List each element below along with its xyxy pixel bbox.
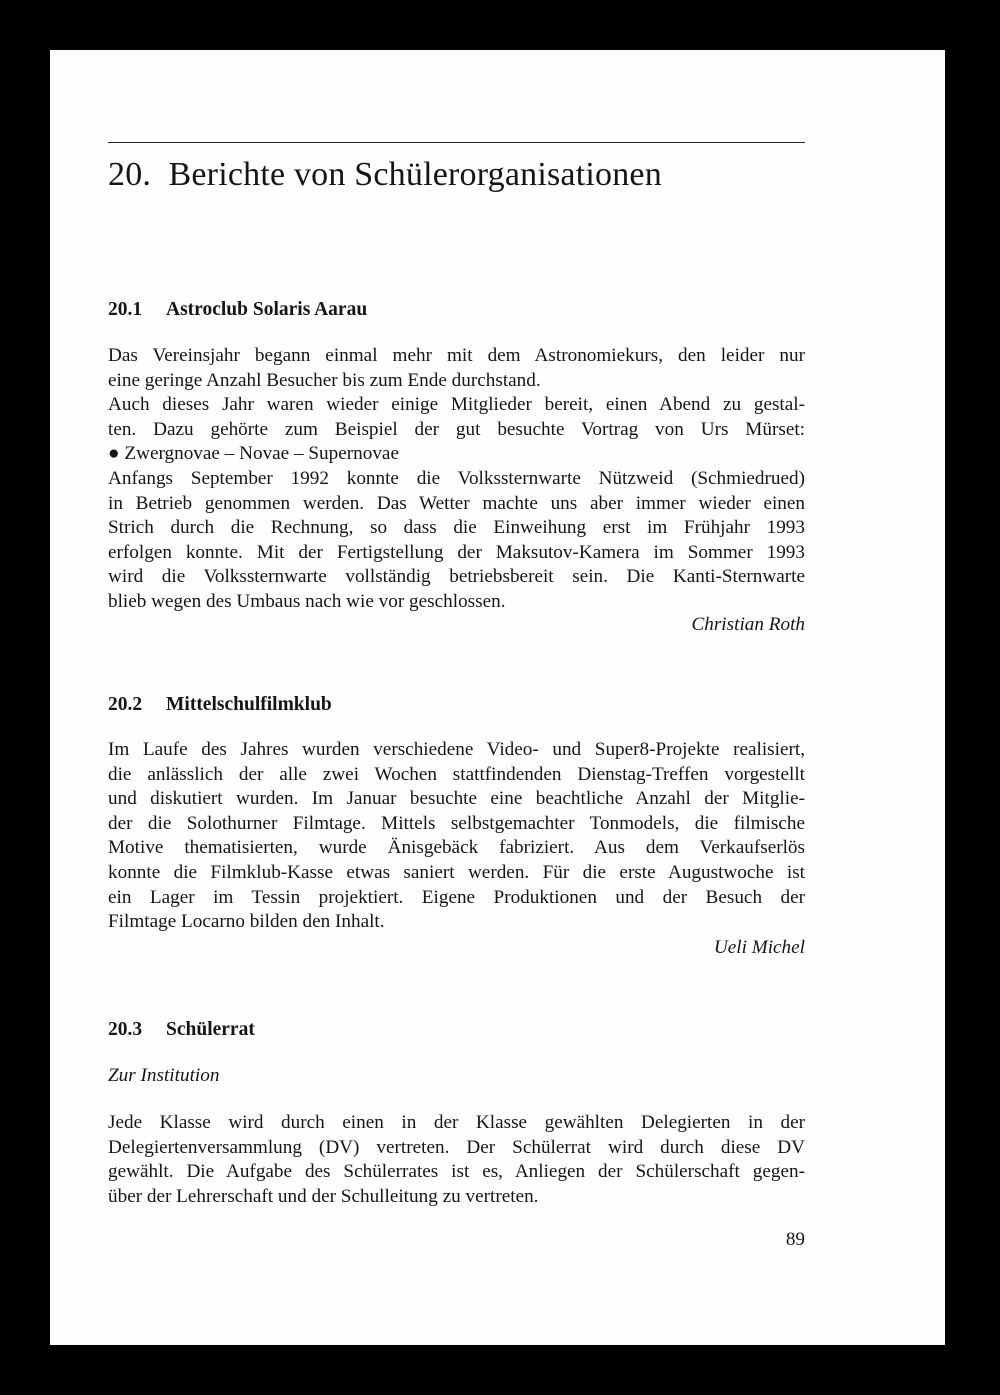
text-line: Filmtage Locarno bilden den Inhalt. [108,911,385,933]
section-number: 20.1 [108,299,143,320]
section-number: 20.2 [108,694,143,715]
page-number: 89 [785,1229,805,1250]
text-line: gewählt. Die Aufgabe des Schülerrates ist es, Anliegen der Schülerschaft gegen- [108,1161,805,1183]
text-line: Anfangs September 1992 konnte die Volkssternwarte Nützweid (Schmiedrued) [108,467,805,489]
section-title: Schülerrat [166,1019,255,1040]
text-line: blieb wegen des Umbaus nach wie vor geschlossen. [108,590,506,612]
chapter-title: Berichte von Schülerorganisationen [168,156,662,193]
text-line: in Betrieb genommen werden. Das Wetter machte uns aber immer wieder einen [108,492,805,514]
section-number: 20.3 [108,1019,143,1040]
subheading-institution: Zur Institution [108,1065,220,1086]
text-line: Auch dieses Jahr waren wieder einige Mitglieder bereit, einen Abend zu gestal- [108,394,805,416]
text-line: Im Laufe des Jahres wurden verschiedene Video- und Super8-Projekte realisiert, [108,739,805,760]
text-line: Strich durch die Rechnung, so dass die Einweihung erst im Frühjahr 1993 [108,517,805,539]
text-line: wird die Volkssternwarte vollständig betriebsbereit sein. Die Kanti-Sternwarte [108,566,805,588]
section-heading-astroclub [108,298,805,322]
section-heading-schuelerrat [108,1018,805,1042]
paragraph-astroclub [108,344,805,615]
text-line: über der Lehrerschaft und der Schulleitung zu vertreten. [108,1185,539,1207]
paragraph-filmklub [108,738,805,935]
chapter-number: 20. [108,156,152,193]
paragraph-schuelerrat [108,1111,805,1209]
chapter-heading [108,154,805,196]
chapter-rule [108,142,805,143]
section-title: Astroclub Solaris Aarau [166,299,368,320]
text-line: Motive thematisierten, wurde Änisgebäck fabriziert. Aus dem Verkaufserlös [108,837,805,859]
text-line: Jede Klasse wird durch einen in der Klasse gewählten Delegierten in der [108,1112,805,1133]
text-line: und diskutiert wurden. Im Januar besuchte eine beachtliche Anzahl der Mitglie- [108,788,805,810]
text-line: konnte die Filmklub-Kasse etwas saniert werden. Für die erste Augustwoche ist [108,861,805,883]
section-heading-filmklub [108,693,805,717]
text-line: ein Lager im Tessin projektiert. Eigene Produktionen und der Besuch der [108,886,805,908]
section-title: Mittelschulfilmklub [166,694,332,715]
text-line: ● Zwergnovae – Novae – Supernovae [108,443,399,465]
text-line: Das Vereinsjahr begann einmal mehr mit dem Astronomiekurs, den leider nur [108,345,805,366]
text-line: der die Solothurner Filmtage. Mittels selbstgemachter Tonmodels, die filmische [108,812,805,834]
book-page [50,50,945,1345]
author-signature: Ueli Michel [713,937,805,958]
author-signature: Christian Roth [691,614,805,635]
text-line: ten. Dazu gehörte zum Beispiel der gut besuchte Vortrag von Urs Mürset: [108,418,805,440]
text-line: erfolgen konnte. Mit der Fertigstellung der Maksutov-Kamera im Sommer 1993 [108,541,805,563]
text-line: eine geringe Anzahl Besucher bis zum Ende durchstand. [108,369,541,391]
text-line: die anlässlich der alle zwei Wochen stattfindenden Dienstag-Treffen vorgestellt [108,763,805,785]
text-line: Delegiertenversammlung (DV) vertreten. Der Schülerrat wird durch diese DV [108,1136,805,1158]
